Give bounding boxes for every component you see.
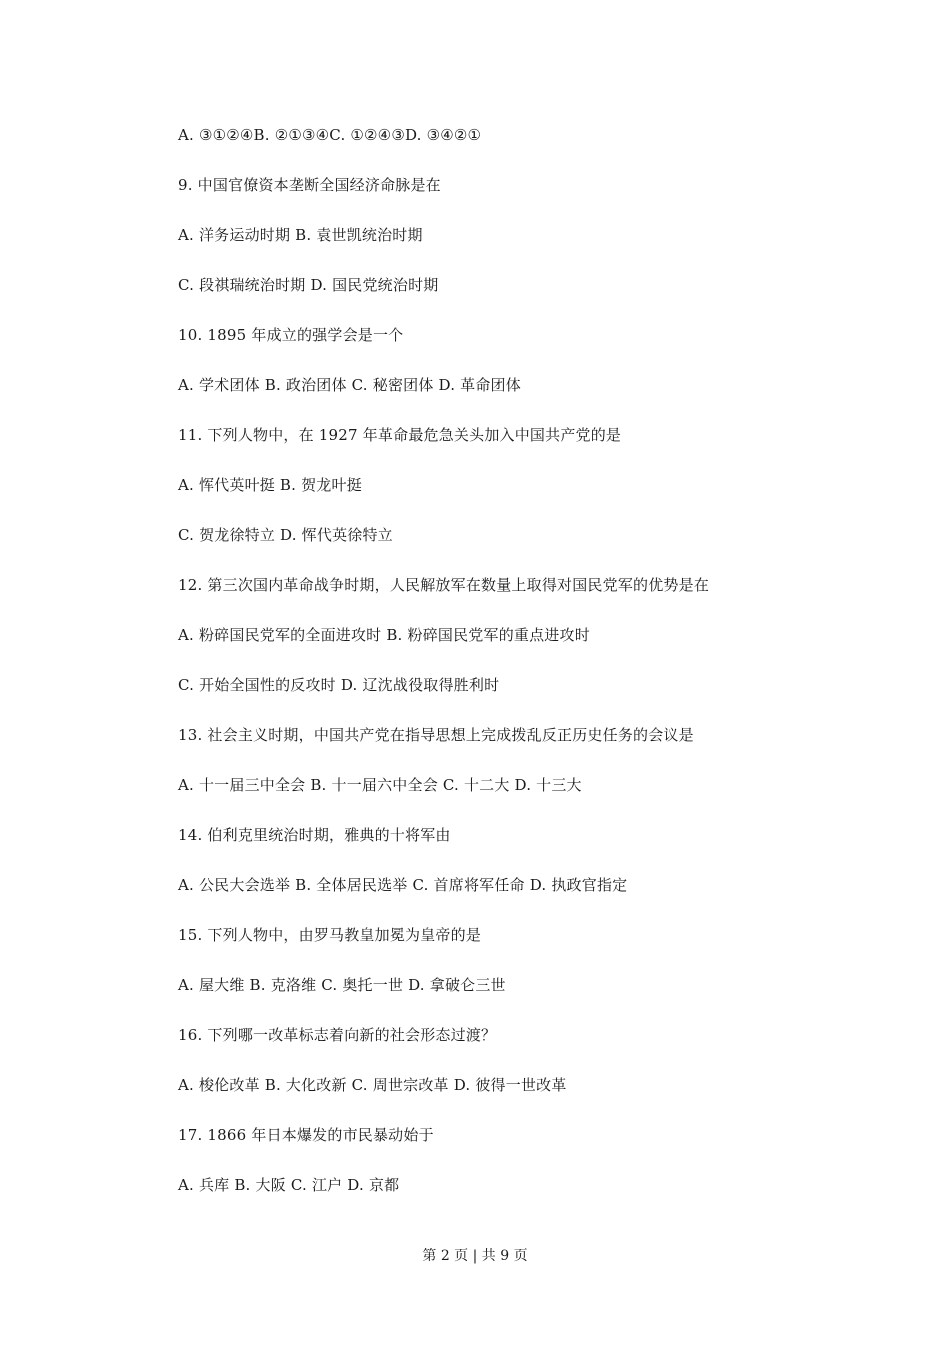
answer-options-13: A. 十一届三中全会 B. 十一届六中全会 C. 十二大 D. 十三大 [178,776,582,794]
question-15: 15. 下列人物中，由罗马教皇加冕为皇帝的是 [178,926,482,944]
answer-options-11-ab: A. 恽代英叶挺 B. 贺龙叶挺 [178,476,362,494]
answer-options-12-cd: C. 开始全国性的反攻时 D. 辽沈战役取得胜利时 [178,676,500,694]
answer-options-12-ab: A. 粉碎国民党军的全面进攻时 B. 粉碎国民党军的重点进攻时 [178,626,590,644]
question-17: 17. 1866 年日本爆发的市民暴动始于 [178,1126,434,1144]
question-10: 10. 1895 年成立的强学会是一个 [178,326,404,344]
question-14: 14. 伯利克里统治时期，雅典的十将军由 [178,826,451,844]
question-16: 16. 下列哪一改革标志着向新的社会形态过渡？ [178,1026,497,1044]
question-11: 11. 下列人物中，在 1927 年革命最危急关头加入中国共产党的是 [178,426,622,444]
answer-options-8: A. ③①②④B. ②①③④C. ①②④③D. ③④②① [178,126,482,144]
answer-options-9-cd: C. 段祺瑞统治时期 D. 国民党统治时期 [178,276,439,294]
question-12: 12. 第三次国内革命战争时期，人民解放军在数量上取得对国民党军的优势是在 [178,576,710,594]
answer-options-16: A. 梭伦改革 B. 大化改新 C. 周世宗改革 D. 彼得一世改革 [178,1076,567,1094]
question-9: 9. 中国官僚资本垄断全国经济命脉是在 [178,176,441,194]
answer-options-15: A. 屋大维 B. 克洛维 C. 奥托一世 D. 拿破仑三世 [178,976,506,994]
answer-options-10: A. 学术团体 B. 政治团体 C. 秘密团体 D. 革命团体 [178,376,521,394]
answer-options-11-cd: C. 贺龙徐特立 D. 恽代英徐特立 [178,526,393,544]
answer-options-17: A. 兵库 B. 大阪 C. 江户 D. 京都 [178,1176,400,1194]
answer-options-9-ab: A. 洋务运动时期 B. 袁世凯统治时期 [178,226,423,244]
answer-options-14: A. 公民大会选举 B. 全体居民选举 C. 首席将军任命 D. 执政官指定 [178,876,628,894]
page-number-footer: 第 2 页 | 共 9 页 [422,1248,528,1264]
question-13: 13. 社会主义时期，中国共产党在指导思想上完成拨乱反正历史任务的会议是 [178,726,694,744]
